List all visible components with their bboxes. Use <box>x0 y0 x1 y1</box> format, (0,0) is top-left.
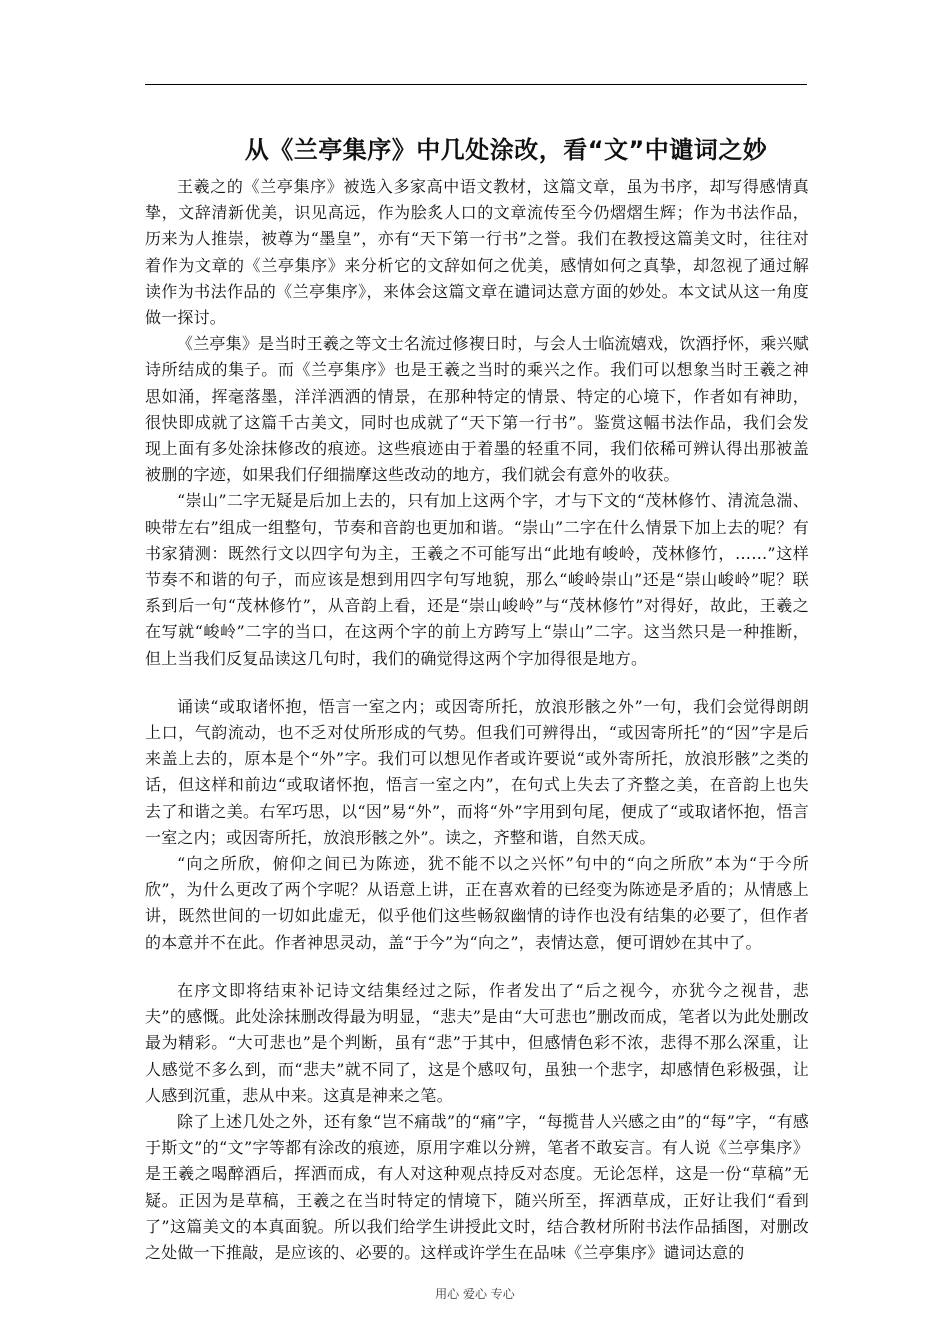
paragraph-other-edits: 除了上述几处之外，还有象“岂不痛哉”的“痛”字，“每揽昔人兴感之由”的“每”字，“有感于斯文”的“文”字等都有涂改的痕迹，原用字难以分辨，笔者不敢妄言。有人说《兰亭集序》是王羲之喝醉酒后，挥洒而成，有人对这种观点持反对态度。无论怎样，这是一份“草稿”无疑。正因为是草稿，王羲之在当时特定的情境下，随兴所至，挥洒草成，正好让我们“看到了”这篇美文的本真面貌。所以我们给学生讲授此文时，结合教材所附书法作品插图，对删改之处做一下推敲，是应该的、必要的。这样或许学生在品味《兰亭集序》谴词达意的 <box>145 1111 809 1262</box>
article-body <box>145 174 809 1266</box>
page-footer: 用心 爱心 专心 <box>435 1287 515 1301</box>
paragraph-beifu: 在序文即将结束补记诗文结集经过之际，作者发出了“后之视今，亦犹今之视昔，悲夫”的感慨。此处涂抹删改得最为明显，“悲夫”是由“大可悲也”删改而成，笔者以为此处删改最为精彩。“大可悲也”是个判断，虽有“悲”于其中，但感情色彩不浓，悲得不那么深重，让人感觉不多么到，而“悲夫”就不同了，这是个感叹句，虽独一个悲字，却感情色彩极强，让人感到沉重，悲从中来。这真是神来之笔。 <box>145 980 809 1105</box>
paragraph-huoqu: 诵读“或取诸怀抱，悟言一室之内；或因寄所托，放浪形骸之外”一句，我们会觉得朗朗上口，气韵流动，也不乏对仗所形成的气势。但我们可辨得出，“或因寄所托”的“因”字是后来盖上去的，原本是个“外”字。我们可以想见作者或许要说“或外寄所托，放浪形骸”之类的话，但这样和前边“或取诸怀抱，悟言一室之内”，在句式上失去了齐整之美，在音韵上也失去了和谐之美。右军巧思，以“因”易“外”，而将“外”字用到句尾，便成了“或取诸怀抱，悟言一室之内；或因寄所托，放浪形骸之外”。读之，齐整和谐，自然天成。 <box>145 696 809 847</box>
paragraph-intro: 王羲之的《兰亭集序》被选入多家高中语文教材，这篇文章，虽为书序，却写得感情真挚，文辞清新优美，识见高远，作为脍炙人口的文章流传至今仍熠熠生辉；作为书法作品，历来为人推崇，被尊为“墨皇”，亦有“天下第一行书”之誉。我们在教授这篇美文时，往往对着作为文章的《兰亭集序》来分析它的文辞如何之优美，感情如何之真挚，却忽视了通过解读作为书法作品的《兰亭集序》，来体会这篇文章在谴词达意方面的妙处。本文试从这一角度做一探讨。 <box>145 177 809 328</box>
paragraph-chongshan: “崇山”二字无疑是后加上去的，只有加上这两个字，才与下文的“茂林修竹、清流急湍、映带左右”组成一组整句，节奏和音韵也更加和谐。“崇山”二字在什么情景下加上去的呢？有书家猜测：既然行文以四字句为主，王羲之不可能写出“此地有峻岭，茂林修竹，……”这样节奏不和谐的句子，而应该是想到用四字句写地貌，那么“峻岭崇山”还是“崇山峻岭”呢？联系到后一句“茂林修竹”，从音韵上看，还是“崇山峻岭”与“茂林修竹”对得好，故此，王羲之在写就“峻岭”二字的当口，在这两个字的前上方跨写上“崇山”二字。这当然只是一种推断，但上当我们反复品读这几句时，我们的确觉得这两个字加得很是地方。 <box>145 491 809 668</box>
header-rule <box>145 84 807 85</box>
paragraph-xiangzhisuoxin: “向之所欣，俯仰之间已为陈迹，犹不能不以之兴怀”句中的“向之所欣”本为“于今所欣”，为什么更改了两个字呢？从语意上讲，正在喜欢着的已经变为陈迹是矛盾的；从情感上讲，既然世间的一切如此虚无，似乎他们这些畅叙幽情的诗作也没有结集的必要了，但作者的本意并不在此。作者神思灵动，盖“于今”为“向之”，表情达意，便可谓妙在其中了。 <box>145 854 809 952</box>
paragraph-lanting-collection: 《兰亭集》是当时王羲之等文士名流过修褉日时，与会人士临流嬉戏，饮酒抒怀，乘兴赋诗所结成的集子。而《兰亭集序》也是王羲之当时的乘兴之作。我们可以想象当时王羲之神思如涌，挥毫落墨，洋洋洒洒的情景，在那种特定的情景、特定的心境下，作者如有神助，很快即成就了这篇千古美文，同时也成就了“天下第一行书”。鉴赏这幅书法作品，我们会发现上面有多处涂抹修改的痕迹。这些痕迹由于着墨的轻重不同，我们依稀可辨认得出那被盖被删的字迹，如果我们仔细揣摩这些改动的地方，我们就会有意外的收获。 <box>145 334 809 485</box>
page-title: 从《兰亭集序》中几处涂改，看“文”中谴词之妙 <box>244 136 768 164</box>
